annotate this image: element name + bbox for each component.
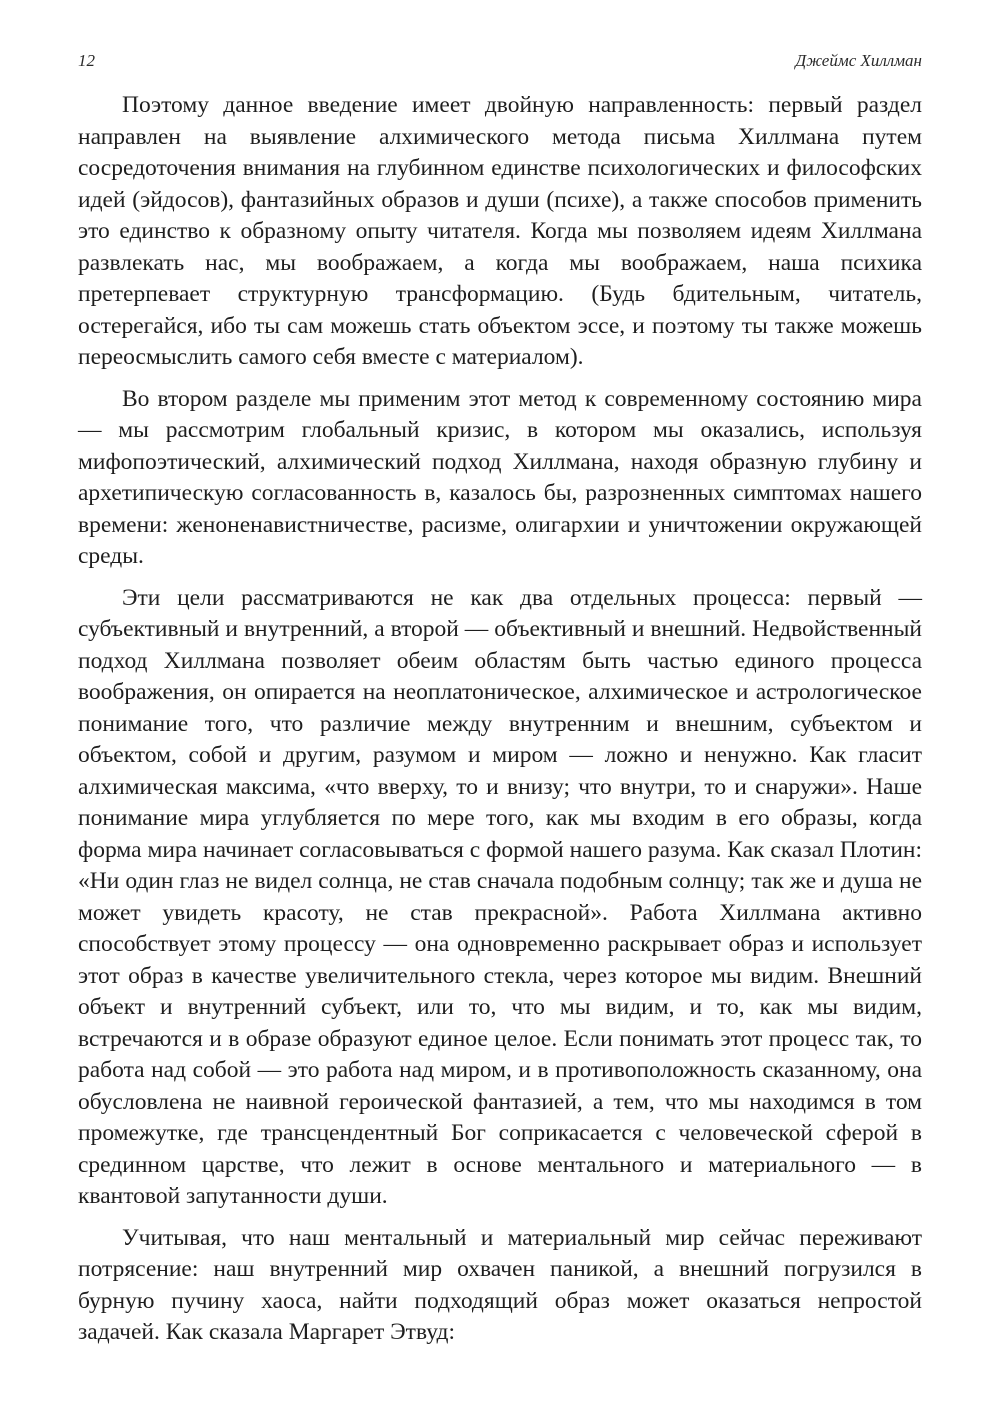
- running-title: Джеймс Хиллман: [795, 51, 922, 70]
- paragraph: Во втором разделе мы применим этот метод к современному состоянию мира — мы рассмотрим глобальный кризис, в котором мы оказались, используя мифопоэтический, алхимический подход Хиллмана, находя образную глубину и архетипическую согласованность в, казалось бы, разрозненных симптомах нашего времени: женоненавистничестве, расизме, олигархии и уничтожении окружающей среды.: [78, 385, 922, 569]
- page-number: 12: [78, 51, 95, 70]
- paragraph: Поэтому данное введение имеет двойную направленность: первый раздел направлен на выявление алхимического метода письма Хиллмана путем сосредоточения внимания на глубинном единстве психологических и философских идей (эйдосов), фантазийных образов и души (психе), а также способов применить это единство к образному опыту читателя. Когда мы позволяем идеям Хиллмана развлекать нас, мы воображаем, а когда мы воображаем, наша психика претерпевает структурную трансформацию. (Будь бдительным, читатель, остерегайся, ибо ты сам можешь стать объектом эссе, и поэтому ты также можешь переосмыслить самого себя вместе с материалом).: [78, 92, 922, 370]
- paragraph: Учитывая, что наш ментальный и материальный мир сейчас переживают потрясение: наш внутренний мир охвачен паникой, а внешний погрузился в бурную пучину хаоса, найти подходящий образ может оказаться непростой задачей. Как сказала Маргарет Этвуд:: [78, 1224, 922, 1345]
- page-body: [78, 90, 922, 1349]
- running-header: [78, 48, 922, 74]
- paragraph: Эти цели рассматриваются не как два отдельных процесса: первый — субъективный и внутренний, а второй — объективный и внешний. Недвойственный подход Хиллмана позволяет обеим областям быть частью единого процесса воображения, он опирается на неоплатоническое, алхимическое и астрологическое понимание того, что различие между внутренним и внешним, субъектом и объектом, собой и другим, разумом и миром — ложно и ненужно. Как гласит алхимическая максима, «что вверху, то и внизу; что внутри, то и снаружи». Наше понимание мира углубляется по мере того, как мы входим в его образы, когда форма мира начинает согласовываться с формой нашего разума. Как сказал Плотин: «Ни один глаз не видел солнца, не став сначала подобным солнцу; так же и душа не может увидеть красоту, не став прекрасной». Работа Хиллмана активно способствует этому процессу — она одновременно раскрывает образ и использует этот образ в качестве увеличительного стекла, через которое мы видим. Внешний объект и внутренний субъект, или то, что мы видим, и то, как мы видим, встречаются и в образе образуют единое целое. Если понимать этот процесс так, то работа над собой — это работа над миром, и в противоположность сказанному, она обусловлена не наивной героической фантазией, а тем, что мы находимся в том промежутке, где трансцендентный Бог соприкасается с человеческой сферой в срединном царстве, что лежит в основе ментального и материального — в квантовой запутанности души.: [78, 584, 922, 1209]
